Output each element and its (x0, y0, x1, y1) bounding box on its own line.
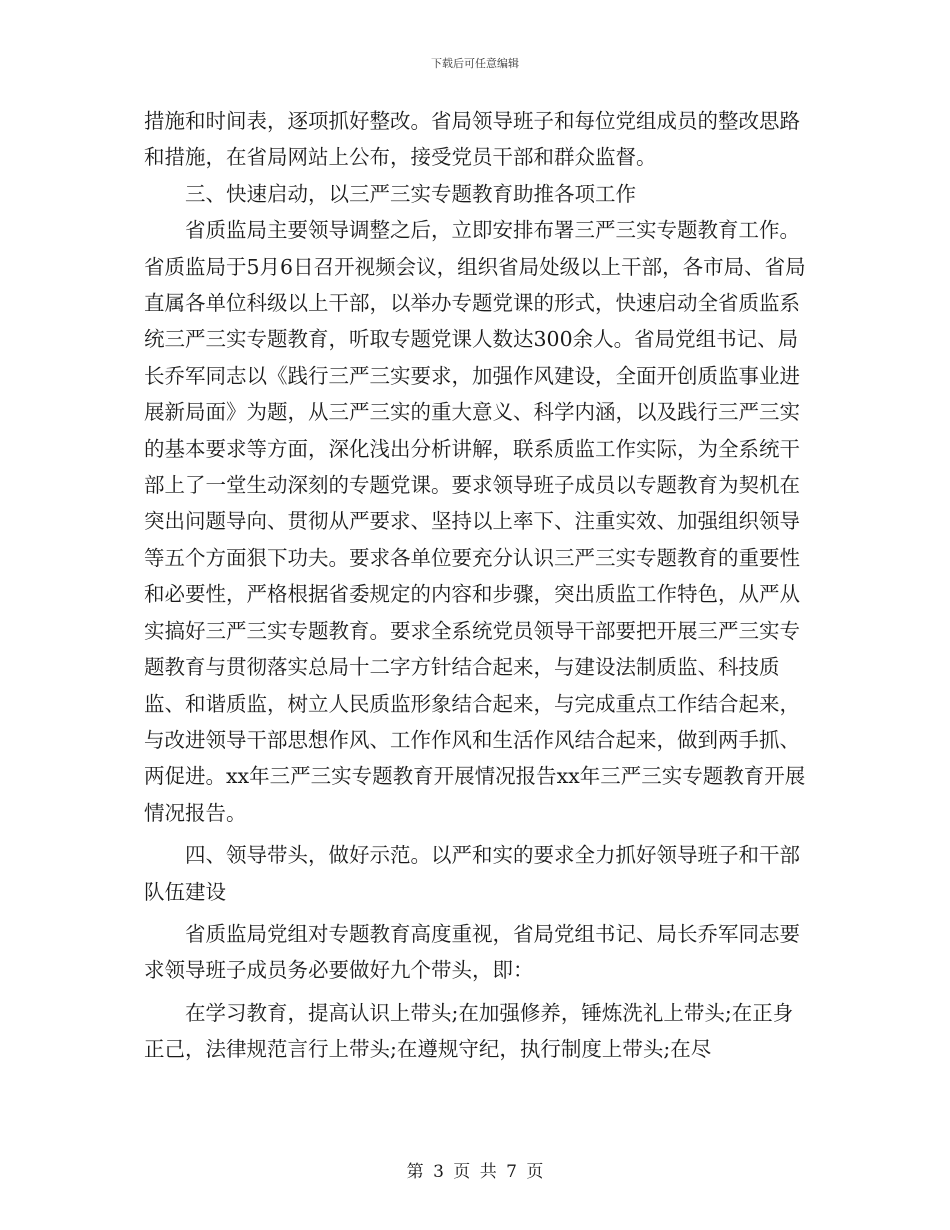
paragraph-3: 省质监局党组对专题教育高度重视，省局党组书记、局长乔军同志要求领导班子成员务必要做好九个带头，即： (144, 921, 800, 983)
section-heading-4: 四、领导带头，做好示范。以严和实的要求全力抓好领导班子和干部队伍建设 (144, 843, 800, 904)
document-body (144, 103, 812, 1068)
paragraph-2: 省质监局主要领导调整之后，立即安排布署三严三实专题教育工作。省质监局于5月6日召开视频会议，组织省局处级以上干部，各市局、省局直属各单位科级以上干部，以举办专题党课的形式，快速启动全省质监系统三严三实专题教育，听取专题党课人数达300余人。省局党组书记、局长乔军同志以《践行三严三实要求，加强作风建设，全面开创质监事业进展新局面》为题，从三严三实的重大意义、科学内涵，以及践行三严三实的基本要求等方面，深化浅出分析讲解，联系质监工作实际，为全系统干部上了一堂生动深刻的专题党课。要求领导班子成员以专题教育为契机在突出问题导向、贯彻从严要求、坚持以上率下、注重实效、加强组织领导等五个方面狠下功夫。要求各单位要充分认识三严三实专题教育的重要性和必要性，严格根据省委规定的内容和步骤，突出质监工作特色，从严从实搞好三严三实专题教育。要求全系统党员领导干部要把开展三严三实专题教育与贯彻落实总局十二字方针结合起来，与建设法制质监、科技质监、和谐质监，树立人民质监形象结合起来，与完成重点工作结合起来，与改进领导干部思想作风、工作作风和生活作风结合起来，做到两手抓、两促进。xx年三严三实专题教育开展情况报告xx年三严三实专题教育开展情况报告。 (144, 218, 806, 825)
paragraph-4: 在学习教育，提高认识上带头;在加强修养，锤炼洗礼上带头;在正身正己，法律规范言行上带头;在遵规守纪，执行制度上带头;在尽 (144, 1000, 794, 1062)
page-number-footer: 第 3 页 共 7 页 (406, 1162, 544, 1182)
paragraph-1: 措施和时间表，逐项抓好整改。省局领导班子和每位党组成员的整改思路和措施，在省局网站上公布，接受党员干部和群众监督。 (144, 109, 800, 170)
section-heading-3: 三、快速启动，以三严三实专题教育助推各项工作 (185, 181, 636, 206)
page-header: 下载后可任意编辑 (431, 57, 519, 70)
